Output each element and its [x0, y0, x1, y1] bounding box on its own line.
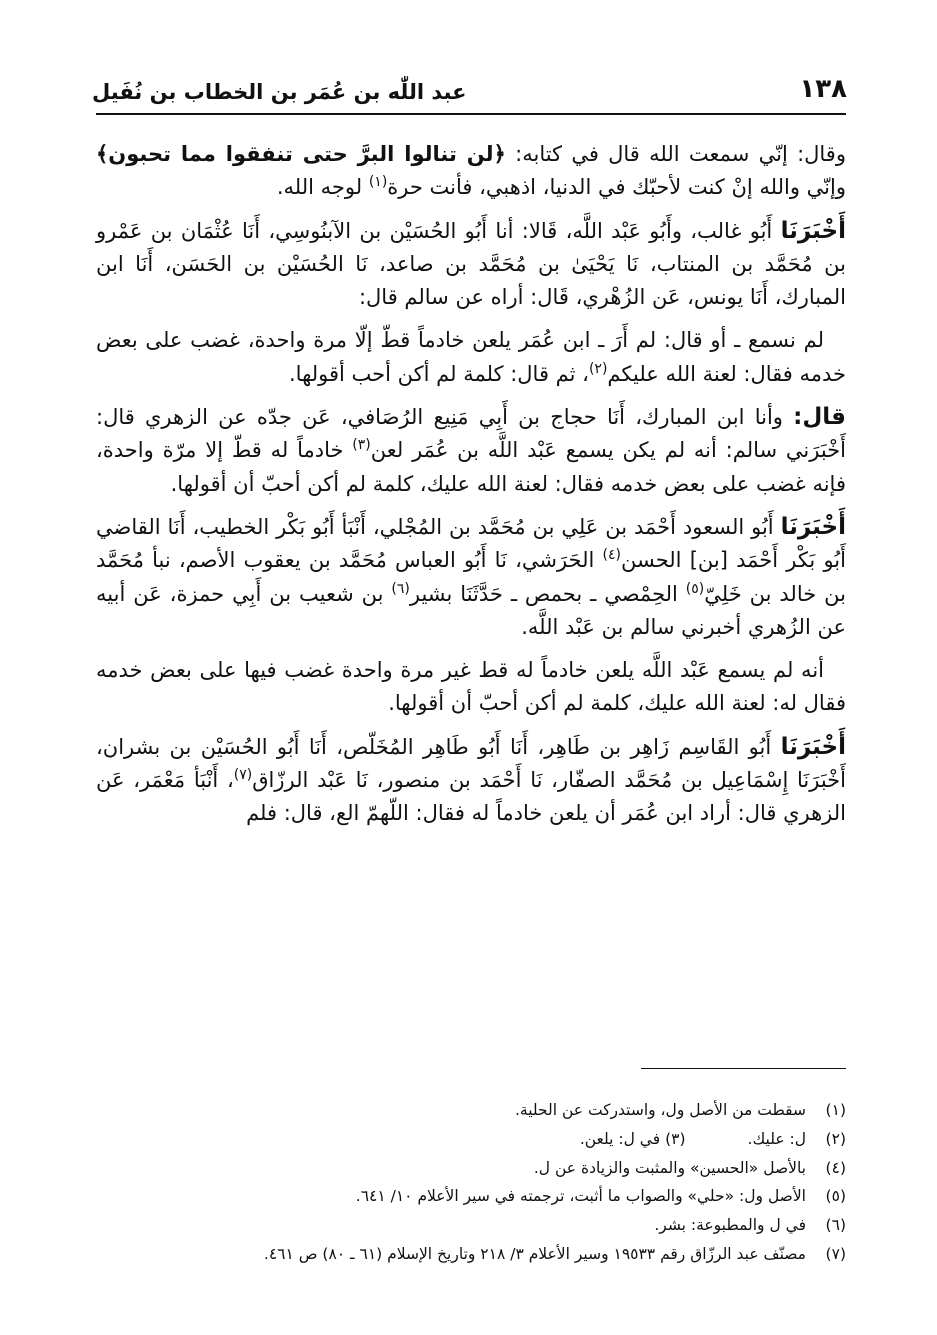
footnote-item [96, 1182, 846, 1211]
footnote-text: سقطت من الأصل ول، واستدركت عن الحلية. [514, 1101, 806, 1119]
footnote-ref-3: (٣) [352, 437, 371, 454]
footnote-number: (٣) [665, 1129, 686, 1148]
paragraph-6 [96, 654, 846, 721]
quran-verse: ﴿لن تنالوا البرَّ حتى تنفقوا مما تحبون﴾ [96, 142, 506, 166]
footnote-separator [641, 1068, 846, 1069]
footnote-text: في ل والمطبوعة: بشر. [654, 1216, 806, 1235]
qala-lead: قال: [793, 404, 846, 431]
p3-after: ، ثم قال: كلمة لم أكن أحب أقولها. [289, 361, 589, 386]
footnote-number: (٥) [825, 1187, 846, 1206]
header-rule [96, 113, 846, 115]
p5-seg1: أَبُو السعود أَحْمَد بن عَلِي بن مُحَمَّد بن المُجْلي، أَنْبَأ أَبُو بَكْر الخطيب، أَنَا القاضي أَبُو بَكْر أَحْمَد [بن] الحسن [96, 514, 846, 573]
footnote-number: (٢) [825, 1129, 846, 1148]
footnote-item [96, 1125, 846, 1154]
p4-after: خادماً له قطّ إلا مرّة واحدة، فإنه غضب على بعض خدمه فقال: لعنة الله عليك، كلمة لم أكن أحبّ أن أقولها. [96, 438, 846, 496]
paragraph-2 [96, 215, 846, 315]
p7-after: ، أَنْبَأ مَعْمَر، عَن الزهري قال: أراد ابن عُمَر أن يلعن خادماً له فقال: اللّهمّ الع، قال: فلم [96, 768, 846, 826]
footnote-item [96, 1096, 846, 1125]
akhbarana-lead: أَخْبَرَنَا [780, 513, 846, 540]
p1-before: وقال: إنّي سمعت الله قال في كتابه: [505, 142, 846, 166]
footnote-ref-5: (٥) [685, 580, 705, 597]
paragraph-7 [96, 731, 846, 831]
footnote-ref-7: (٧) [233, 767, 253, 784]
footnote-number: (٧) [825, 1244, 846, 1263]
footnote-pair [580, 1125, 686, 1154]
p7-before: أَبُو القَاسِم زَاهِر بن طَاهِر، أَنَا أَبُو طَاهِر المُخَلّص، أَنَا أَبُو الحُسَيْن بن بشران، أَخْبَرَنَا إِسْمَاعِيل بن مُحَمَّد الصفّار، نَا أَحْمَد بن منصور، نَا عَبْد الرزّاق [96, 734, 846, 793]
page-header [92, 66, 847, 110]
footnote-text: مصنّف عبد الرزّاق رقم ١٩٥٣٣ وسير الأعلام ٣/ ٢١٨ وتاريخ الإسلام (٦١ ـ ٨٠) ص ٤٦١. [263, 1244, 806, 1263]
footnote-ref-4: (٤) [602, 547, 621, 564]
running-title: عبد اللّٰه بن عُمَر بن الخطاب بن نُفَيل [92, 80, 467, 104]
footnote-ref-2: (٢) [588, 360, 608, 377]
footnote-text: ل: عليك. [747, 1129, 806, 1148]
paragraph-5 [96, 511, 846, 644]
p1-after: لوجه الله. [276, 175, 369, 200]
footnote-number: (١) [825, 1101, 846, 1119]
footnote-text: الأصل ول: «حلي» والصواب ما أثبت، ترجمته في سير الأعلام ١٠/ ٦٤١. [355, 1187, 806, 1206]
footnote-text: بالأصل «الحسين» والمثبت والزيادة عن ل. [533, 1158, 806, 1177]
footnote-number: (٤) [825, 1158, 846, 1177]
p5-seg4: بن شعيب بن أَبِي حمزة، عَن أبيه عن الزُهري أخبرني سالم بن عَبْد اللَّه. [96, 581, 846, 639]
footnote-item [96, 1240, 846, 1269]
paragraph-4 [96, 401, 846, 501]
p5-seg3: الحِمْصي ـ بحمص ـ حَدَّثَنَا بشير [409, 581, 686, 606]
footnote-ref-1: (١) [368, 174, 388, 191]
footnotes [96, 1096, 846, 1269]
footnote-number: (٦) [825, 1216, 846, 1235]
p2-text: أَبُو غالب، وأَبُو عَبْد اللَّه، قَالا: أنا أَبُو الحُسَيْن بن الآبنُوسِي، أَنَا عُثْمَان بن عَمْرو بن مُحَمَّد بن المنتاب، نَا يَحْيَىٰ بن مُحَمَّد بن صاعد، نَا الحُسَيْن بن الحَسَن، أَنَا ابن المبارك، أَنَا يونس، عَن الزُهْري، قَال: أراه عن سالم قال: [96, 218, 846, 310]
page-number: ١٣٨ [799, 74, 847, 104]
footnote-item [96, 1211, 846, 1240]
footnote-text: في ل: يلعن. [579, 1129, 661, 1148]
paragraph-3 [96, 324, 846, 391]
p5-seg2: الحَرَشي، نَا أَبُو العباس مُحَمَّد بن يعقوب الأصم، نبأ مُحَمَّد بن خالد بن خَلِيّ [96, 548, 846, 606]
p3-before: لم نسمع ـ أو قال: لم أَرَ ـ ابن عُمَر يلعن خادماً قطّ إلّا مرة واحدة، غضب على بعض خدمه فقال: لعنة الله عليكم [96, 328, 846, 386]
p4-before: وأنا ابن المبارك، أَنَا حجاج بن أَبِي مَنِيع الرُصَافي، عَن جدّه عن الزهري قال: أَخْبَرَني سالم: أنه لم يكن يسمع عَبْد اللَّه بن عُمَر لعن [96, 405, 847, 463]
p6-text: أنه لم يسمع عَبْد اللَّه يلعن خادماً له قط غير مرة واحدة غضب فيها على بعض خدمه فقال له: لعنة الله عليك، كلمة لم أكن أحبّ أن أقولها. [96, 658, 846, 716]
akhbarana-lead: أَخْبَرَنَا [780, 733, 846, 760]
paragraph-1 [96, 138, 846, 205]
body-text [96, 138, 846, 841]
footnote-ref-6: (٦) [391, 580, 410, 597]
akhbarana-lead: أَخْبَرَنَا [780, 217, 846, 244]
p1-middle: وإنّي والله إنْ كنت لأحبّك في الدنيا، اذهبي، فأنت حرة [387, 175, 846, 200]
footnote-item [96, 1154, 846, 1183]
